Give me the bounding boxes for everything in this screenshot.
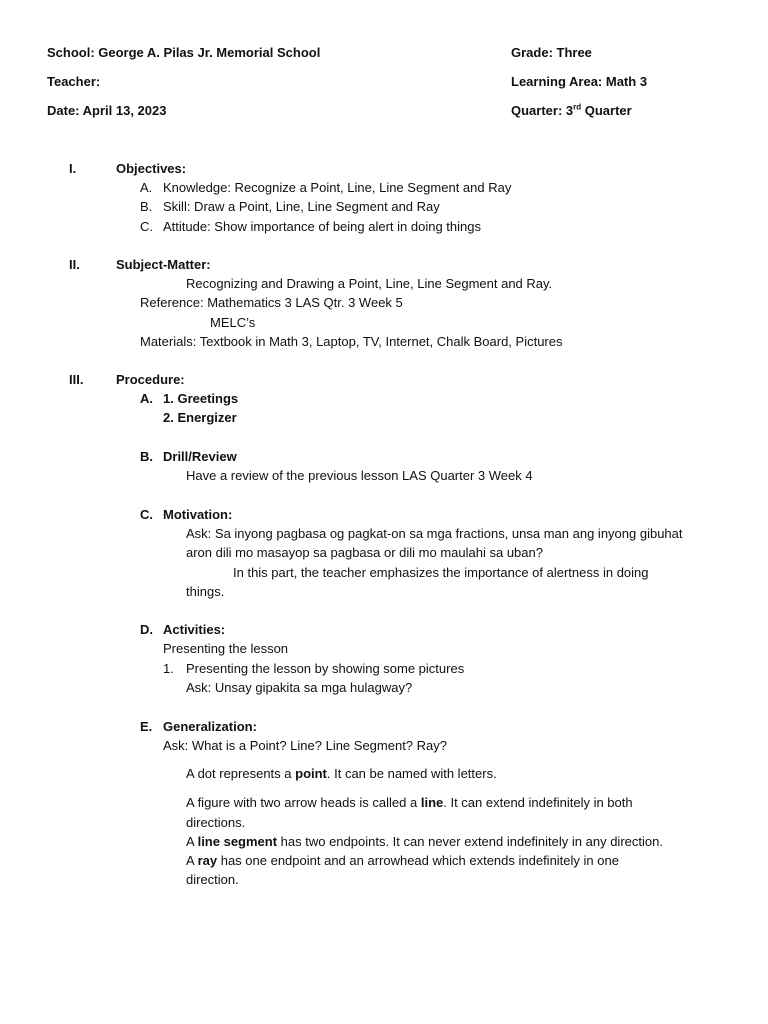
procedure-letter-c: C. (140, 507, 153, 522)
definition-ray-continued: direction. (186, 872, 239, 887)
subject-topic: Recognizing and Drawing a Point, Line, Line Segment and Ray. (186, 276, 553, 291)
objectives-numeral: I. (69, 161, 77, 176)
activities-item-number: 1. (163, 661, 174, 676)
subject-matter-heading: Subject-Matter: (116, 257, 211, 272)
motivation-line-1: Ask: Sa inyong pagbasa og pagkat-on sa mga fractions, unsa man ang inyong gibuhat (186, 526, 683, 541)
objective-letter-b: B. (140, 199, 153, 214)
motivation-line-4: things. (186, 584, 225, 599)
procedure-letter-a: A. (140, 391, 153, 406)
procedure-energizer: 2. Energizer (163, 410, 237, 425)
definition-line-continued: directions. (186, 815, 246, 830)
procedure-letter-e: E. (140, 719, 153, 734)
procedure-letter-b: B. (140, 449, 153, 464)
quarter-label: Quarter: 3rd Quarter (511, 102, 632, 118)
motivation-heading: Motivation: (163, 507, 233, 522)
date-label: Date: April 13, 2023 (47, 103, 167, 118)
motivation-line-2: aron dili mo masayop sa pagbasa or dili mo maulahi sa uban? (186, 545, 543, 560)
subject-materials: Materials: Textbook in Math 3, Laptop, TV, Internet, Chalk Board, Pictures (140, 334, 563, 349)
generalization-ask: Ask: What is a Point? Line? Line Segment? Ray? (163, 738, 447, 753)
school-label: School: George A. Pilas Jr. Memorial School (47, 45, 321, 60)
grade-label: Grade: Three (511, 45, 592, 60)
objective-knowledge: Knowledge: Recognize a Point, Line, Line Segment and Ray (163, 180, 512, 195)
definition-point: A dot represents a point. It can be named with letters. (186, 766, 497, 781)
definition-line-segment: A line segment has two endpoints. It can never extend indefinitely in any direction. (186, 834, 663, 849)
drill-review-heading: Drill/Review (163, 449, 237, 464)
activities-ask: Ask: Unsay gipakita sa mga hulagway? (186, 680, 413, 695)
activities-text: Presenting the lesson (163, 641, 289, 656)
activities-item: Presenting the lesson by showing some pictures (186, 661, 465, 676)
objective-skill: Skill: Draw a Point, Line, Line Segment and Ray (163, 199, 440, 214)
definition-ray: A ray has one endpoint and an arrowhead which extends indefinitely in one (186, 853, 619, 868)
objectives-heading: Objectives: (116, 161, 187, 176)
teacher-label: Teacher: (47, 74, 101, 89)
subject-reference: Reference: Mathematics 3 LAS Qtr. 3 Week 5 (140, 295, 403, 310)
motivation-line-3: In this part, the teacher emphasizes the importance of alertness in doing (233, 565, 649, 580)
drill-review-text: Have a review of the previous lesson LAS Quarter 3 Week 4 (186, 468, 533, 483)
objective-attitude: Attitude: Show importance of being alert in doing things (163, 219, 481, 234)
subject-matter-numeral: II. (69, 257, 80, 272)
activities-heading: Activities: (163, 622, 226, 637)
objective-letter-a: A. (140, 180, 153, 195)
procedure-letter-d: D. (140, 622, 153, 637)
procedure-numeral: III. (69, 372, 84, 387)
procedure-greetings: 1. Greetings (163, 391, 239, 406)
procedure-heading: Procedure: (116, 372, 185, 387)
learning-area-label: Learning Area: Math 3 (511, 74, 648, 89)
subject-melc: MELC’s (210, 315, 256, 330)
objective-letter-c: C. (140, 219, 153, 234)
definition-line: A figure with two arrow heads is called a line. It can extend indefinitely in both (186, 795, 633, 810)
generalization-heading: Generalization: (163, 719, 257, 734)
